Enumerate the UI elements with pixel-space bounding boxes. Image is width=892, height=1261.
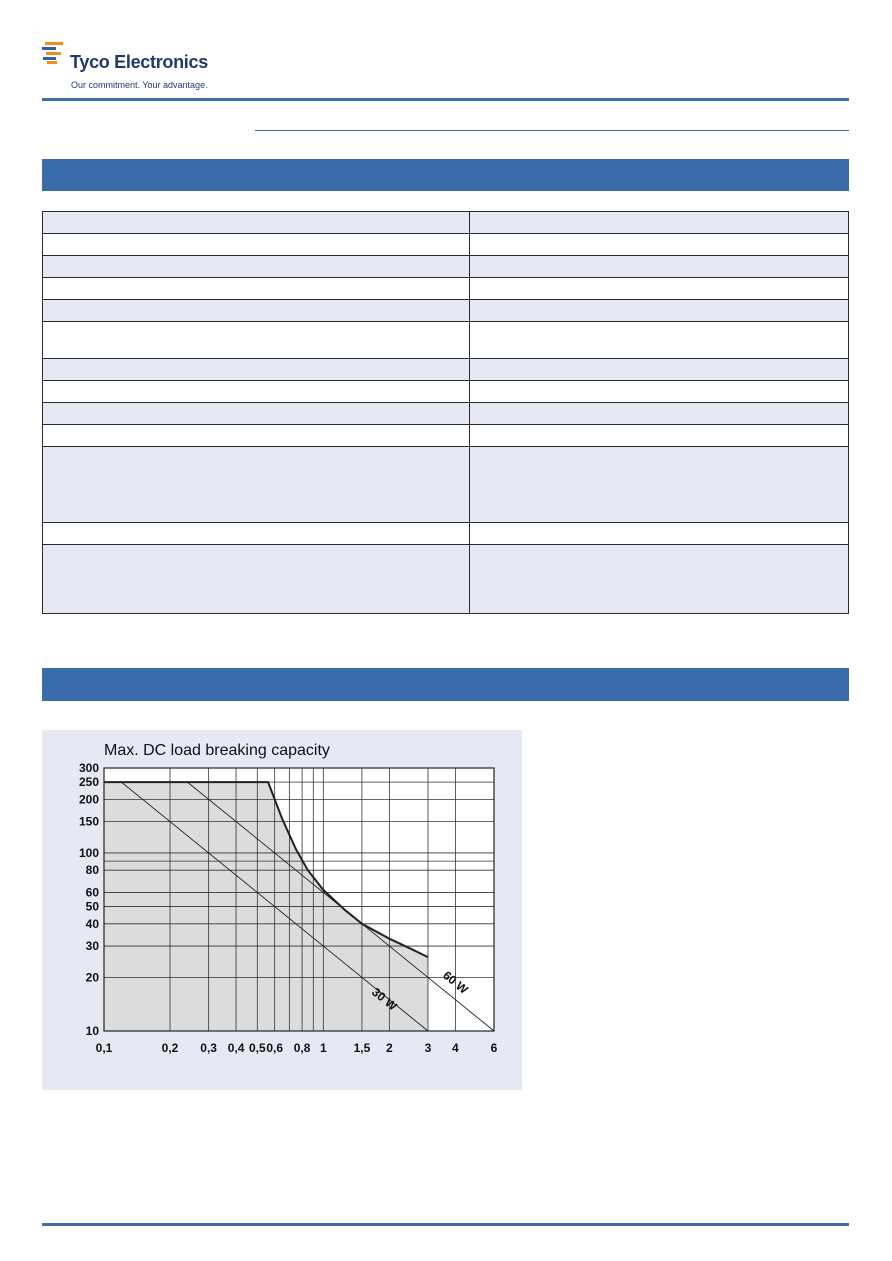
line-label-30w: 30 W — [369, 984, 400, 1014]
x-tick-label: 0,6 — [266, 1041, 284, 1055]
table-cell-label — [43, 256, 470, 278]
table-row — [43, 545, 849, 614]
table-cell-label — [43, 278, 470, 300]
y-tick-label: 10 — [85, 1024, 99, 1038]
table-cell-value — [470, 359, 849, 381]
y-tick-label: 200 — [78, 792, 99, 807]
table-row — [43, 403, 849, 425]
table-row — [43, 212, 849, 234]
table-cell-value — [470, 322, 849, 359]
table-cell-label — [43, 212, 470, 234]
table-row — [43, 322, 849, 359]
x-tick-label: 1 — [319, 1041, 327, 1055]
table-row — [43, 425, 849, 447]
y-tick-label: 30 — [85, 939, 99, 954]
spec-table — [42, 211, 849, 614]
table-cell-label — [43, 403, 470, 425]
footer-rule — [42, 1223, 849, 1226]
table-cell-label — [43, 447, 470, 523]
table-cell-label — [43, 425, 470, 447]
table-cell-label — [43, 300, 470, 322]
table-row — [43, 359, 849, 381]
table-cell-value — [470, 545, 849, 614]
y-tick-label: 80 — [85, 863, 99, 878]
table-row — [43, 447, 849, 523]
brand-name: Tyco Electronics — [70, 52, 208, 72]
table-cell-value — [470, 447, 849, 523]
x-tick-label: 0,5 — [248, 1041, 266, 1055]
section-header-bar — [42, 159, 849, 191]
table-row — [43, 300, 849, 322]
table-row — [43, 234, 849, 256]
x-tick-label: 3 — [424, 1041, 432, 1055]
y-tick-label: 100 — [78, 845, 99, 860]
line-label-60w: 60 W — [440, 968, 471, 997]
x-tick-label: 4 — [452, 1041, 459, 1055]
chart-title: Max. DC load breaking capacity — [104, 742, 330, 759]
table-row — [43, 278, 849, 300]
subheader-rule — [255, 130, 849, 131]
table-cell-label — [43, 523, 470, 545]
section-header-bar — [42, 668, 849, 701]
table-cell-label — [43, 234, 470, 256]
tyco-electronics-logo — [42, 40, 68, 66]
header-rule — [42, 98, 849, 101]
table-cell-value — [470, 234, 849, 256]
table-cell-value — [470, 425, 849, 447]
x-tick-label: 0,4 — [227, 1041, 245, 1055]
table-cell-value — [470, 381, 849, 403]
x-tick-label: 0,2 — [161, 1041, 179, 1055]
y-tick-label: 60 — [85, 885, 99, 900]
x-tick-label: 0,8 — [293, 1041, 311, 1055]
x-tick-label: 0,3 — [200, 1041, 217, 1055]
y-tick-label: 40 — [85, 916, 99, 931]
y-tick-label: 20 — [85, 970, 99, 985]
x-tick-label: 0,1 — [95, 1041, 113, 1055]
chart-plot-area — [79, 761, 498, 1055]
dc-breaking-capacity-chart — [42, 730, 522, 1090]
table-cell-value — [470, 403, 849, 425]
table-cell-label — [43, 545, 470, 614]
table-cell-label — [43, 359, 470, 381]
table-cell-value — [470, 212, 849, 234]
table-cell-value — [470, 278, 849, 300]
brand-tagline: Our commitment. Your advantage. — [71, 80, 208, 90]
y-tick-label: 50 — [85, 899, 99, 914]
table-cell-label — [43, 322, 470, 359]
table-row — [43, 523, 849, 545]
table-cell-value — [470, 523, 849, 545]
table-cell-label — [43, 381, 470, 403]
x-tick-label: 2 — [386, 1041, 393, 1055]
x-tick-label: 1,5 — [353, 1041, 371, 1055]
x-tick-label: 6 — [490, 1041, 498, 1055]
table-cell-value — [470, 300, 849, 322]
table-cell-value — [470, 256, 849, 278]
table-row — [43, 381, 849, 403]
y-tick-label: 150 — [78, 814, 99, 829]
y-tick-label: 300 — [78, 761, 99, 775]
y-tick-label: 250 — [78, 775, 99, 790]
table-row — [43, 256, 849, 278]
